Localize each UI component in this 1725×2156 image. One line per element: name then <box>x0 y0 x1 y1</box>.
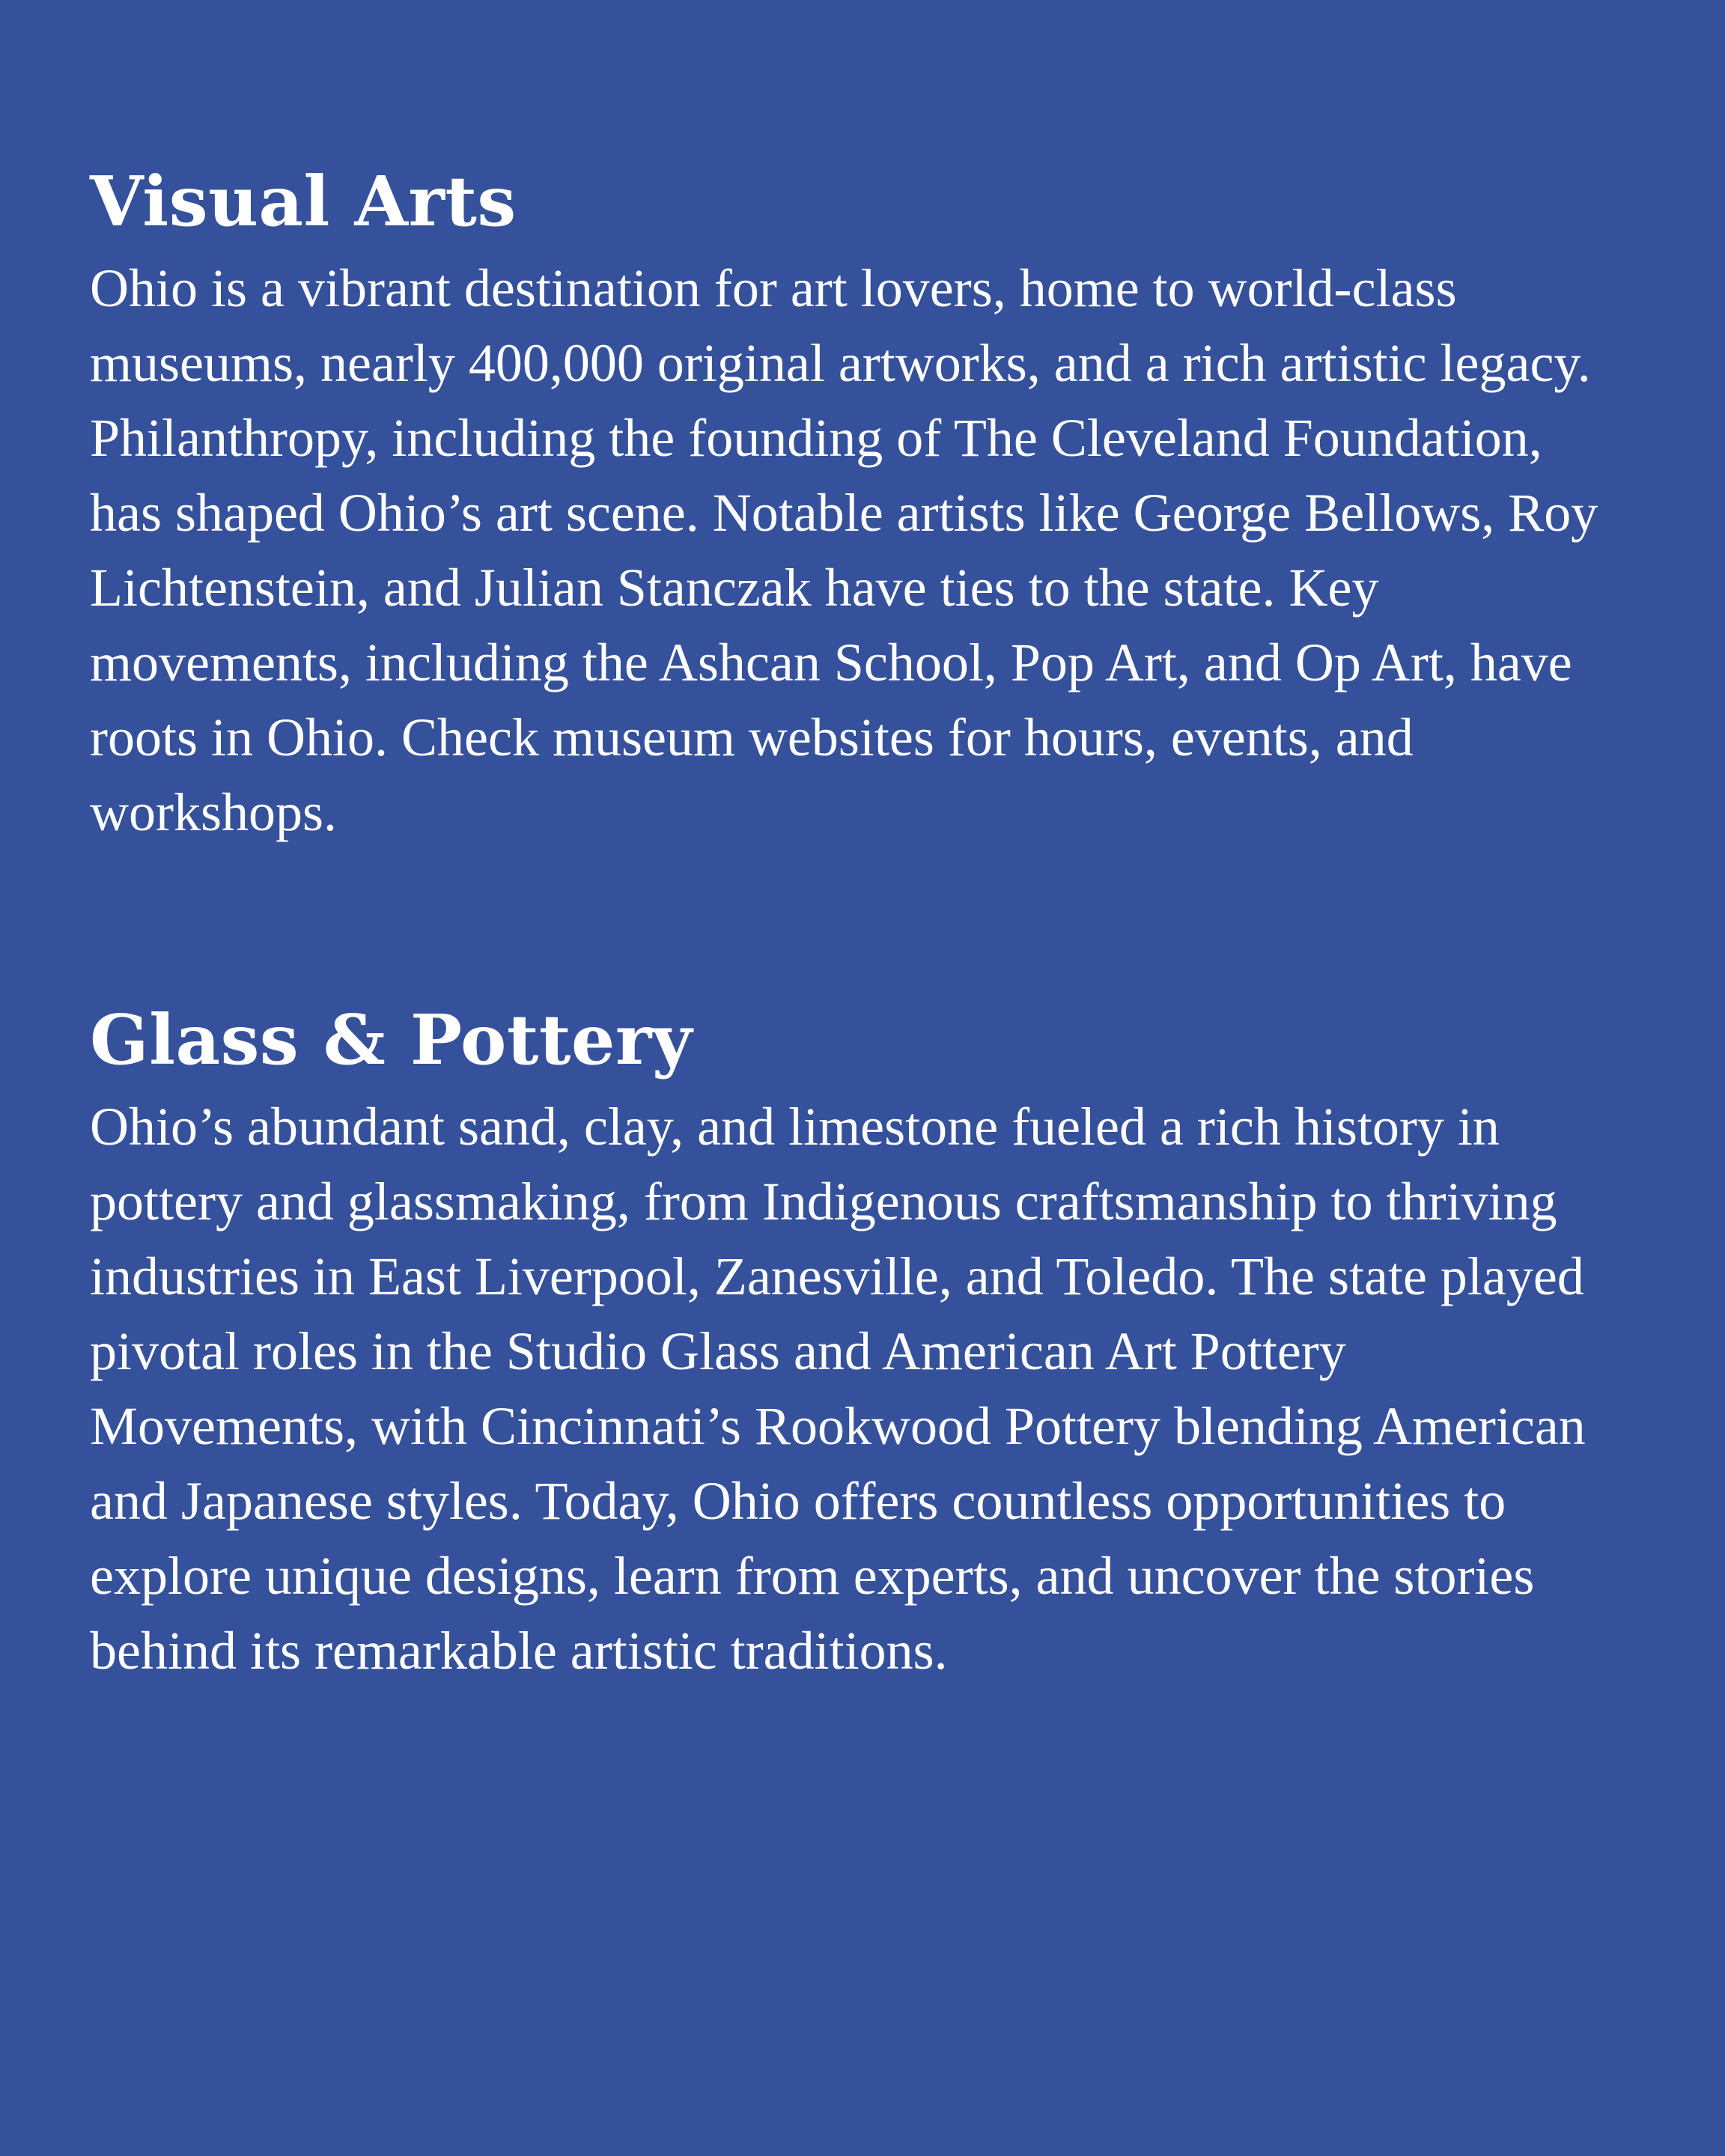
glass-pottery-paragraph: Ohio’s abundant sand, clay, and limestone fueled a rich history in pottery and glassmaking, from Indigenous craftsmanship to thriving industries in East Liverpool, Zanesville, and Toledo. The state played pivotal roles in the Studio Glass and American Art Pottery Movements, with Cincinnati’s Rookwood Pottery blending American and Japanese styles. Today, Ohio offers countless opportunities to explore unique designs, learn from experts, and uncover the stories behind its remarkable artistic traditions. <box>90 1097 1586 1681</box>
section-glass-pottery <box>90 999 1620 1688</box>
glass-pottery-heading: Glass & Pottery <box>90 999 693 1080</box>
visual-arts-heading: Visual Arts <box>90 161 517 242</box>
section-visual-arts <box>90 161 1620 850</box>
visual-arts-paragraph: Ohio is a vibrant destination for art lovers, home to world-class museums, nearly 400,000 original artworks, and a rich artistic legacy. Philanthropy, including the founding of The Cleveland Foundation, has shaped Ohio’s art scene. Notable artists like George Bellows, Roy Lichtenstein, and Julian Stanczak have ties to the state. Key movements, including the Ashcan School, Pop Art, and Op Art, have roots in Ohio. Check museum websites for hours, events, and workshops. <box>90 258 1598 842</box>
